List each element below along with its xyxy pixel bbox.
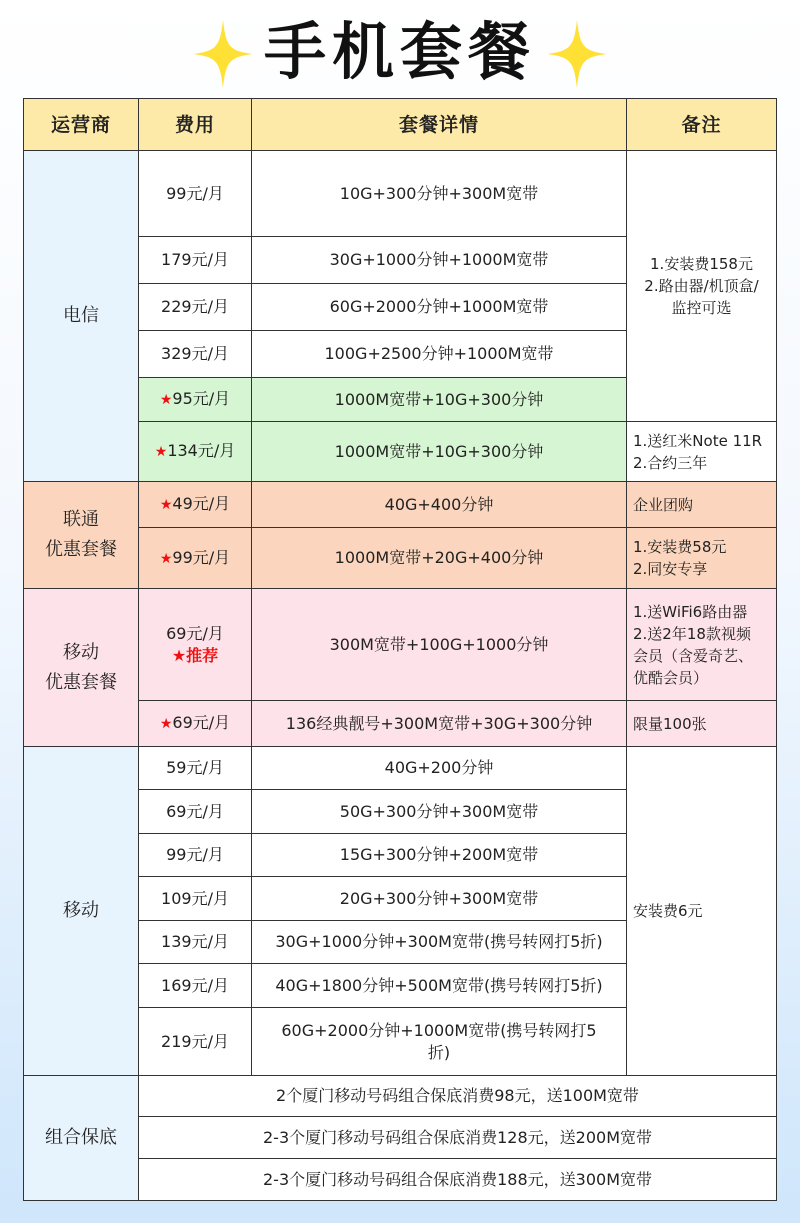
table-row: [24, 151, 777, 237]
fee-cell: 59元/月: [139, 747, 252, 790]
fee-cell: [139, 422, 252, 482]
note-line: 会员（含爱奇艺、: [633, 646, 754, 665]
carrier-mobile: 移动: [24, 747, 139, 1076]
note-line: 1.安装费58元: [633, 538, 727, 556]
fee-cell: 219元/月: [139, 1008, 252, 1076]
sparkle-icon: [547, 20, 607, 88]
carrier-unicom: [24, 482, 139, 589]
header-carrier: 运营商: [24, 99, 139, 151]
note-cell: [627, 589, 777, 701]
fee-cell: [139, 378, 252, 422]
fee-cell: [139, 482, 252, 528]
note-cell: 安装费6元: [627, 747, 777, 1076]
fee-cell: [139, 701, 252, 747]
note-line: 2.路由器/机顶盒/: [644, 277, 759, 295]
note-line: 2.合约三年: [633, 453, 708, 472]
note-line: 1.送WiFi6路由器: [633, 602, 748, 621]
details-line: 折): [427, 1042, 451, 1062]
fee-value: 134元/月: [167, 441, 236, 460]
carrier-mobile-promo: [24, 589, 139, 747]
star-icon: ★: [159, 497, 173, 513]
carrier-line: 移动: [63, 641, 99, 663]
header-details: 套餐详情: [252, 99, 627, 151]
star-icon: ★: [171, 645, 187, 665]
details-cell: 40G+400分钟: [252, 482, 627, 528]
details-cell: 40G+1800分钟+500M宽带(携号转网打5折): [252, 964, 627, 1008]
fee-value: 69元/月: [166, 623, 224, 643]
details-cell: 60G+2000分钟+1000M宽带: [252, 284, 627, 331]
fee-cell: 99元/月: [139, 151, 252, 237]
details-cell: 50G+300分钟+300M宽带: [252, 790, 627, 834]
note-line: 企业团购: [633, 495, 694, 514]
fee-value: 95元/月: [172, 389, 231, 408]
note-line: 优酷会员）: [633, 668, 709, 687]
details-cell: 1000M宽带+10G+300分钟: [252, 378, 627, 422]
fee-cell: 229元/月: [139, 284, 252, 331]
star-icon: ★: [159, 392, 173, 408]
details-cell: 136经典靓号+300M宽带+30G+300分钟: [252, 701, 627, 747]
fee-value: 49元/月: [172, 494, 231, 513]
carrier-line: 联通: [63, 509, 99, 530]
details-cell: 10G+300分钟+300M宽带: [252, 151, 627, 237]
fee-cell: 169元/月: [139, 964, 252, 1008]
star-icon: ★: [154, 444, 168, 460]
table-header-row: [24, 99, 777, 151]
combo-cell: 2-3个厦门移动号码组合保底消费188元，送300M宽带: [139, 1159, 777, 1201]
fee-cell: 99元/月: [139, 834, 252, 877]
table-row: [24, 747, 777, 790]
page-title: 手机套餐: [263, 15, 536, 88]
note-cell: [627, 151, 777, 422]
fee-cell: 329元/月: [139, 331, 252, 378]
combo-cell: 2个厦门移动号码组合保底消费98元，送100M宽带: [139, 1076, 777, 1117]
plan-table: [23, 98, 777, 1201]
star-icon: ★: [159, 716, 173, 732]
note-cell: [627, 528, 777, 589]
recommend-label: 推荐: [186, 645, 219, 665]
fee-value: 99元/月: [172, 547, 231, 567]
combo-cell: 2-3个厦门移动号码组合保底消费128元，送200M宽带: [139, 1117, 777, 1159]
fee-cell: [139, 589, 252, 701]
note-line: 2.送2年18款视频: [633, 624, 751, 643]
header-fee: 费用: [139, 99, 252, 151]
details-cell: 300M宽带+100G+1000分钟: [252, 589, 627, 701]
note-cell: [627, 422, 777, 482]
carrier-line: 优惠套餐: [45, 671, 117, 693]
note-line: 1.安装费158元: [650, 255, 753, 273]
details-cell: 15G+300分钟+200M宽带: [252, 834, 627, 877]
fee-cell: 139元/月: [139, 921, 252, 964]
note-line: 2.同安专享: [633, 560, 708, 578]
details-cell: 1000M宽带+10G+300分钟: [252, 422, 627, 482]
recommend-badge: [143, 645, 247, 667]
details-line: 60G+2000分钟+1000M宽带(携号转网打5: [281, 1020, 597, 1040]
carrier-line: 优惠套餐: [45, 539, 117, 560]
details-cell: 30G+1000分钟+300M宽带(携号转网打5折): [252, 921, 627, 964]
carrier-combo: 组合保底: [24, 1076, 139, 1201]
note-line: 限量100张: [633, 714, 707, 733]
note-cell: [627, 701, 777, 747]
fee-value: 69元/月: [172, 713, 231, 732]
details-cell: 20G+300分钟+300M宽带: [252, 877, 627, 921]
note-line: 1.送红米Note 11R: [633, 431, 763, 450]
table-row: [24, 1076, 777, 1117]
header-notes: 备注: [627, 99, 777, 151]
details-cell: 30G+1000分钟+1000M宽带: [252, 237, 627, 284]
fee-cell: [139, 528, 252, 589]
details-cell: 100G+2500分钟+1000M宽带: [252, 331, 627, 378]
title-banner: [0, 0, 800, 98]
table-row: [24, 482, 777, 528]
carrier-telecom: 电信: [24, 151, 139, 482]
details-cell: 1000M宽带+20G+400分钟: [252, 528, 627, 589]
star-icon: ★: [159, 550, 173, 567]
note-cell: [627, 482, 777, 528]
details-cell: 40G+200分钟: [252, 747, 627, 790]
details-cell: [252, 1008, 627, 1076]
note-line: 监控可选: [671, 299, 732, 317]
fee-cell: 109元/月: [139, 877, 252, 921]
table-row: [24, 589, 777, 701]
fee-cell: 179元/月: [139, 237, 252, 284]
fee-cell: 69元/月: [139, 790, 252, 834]
